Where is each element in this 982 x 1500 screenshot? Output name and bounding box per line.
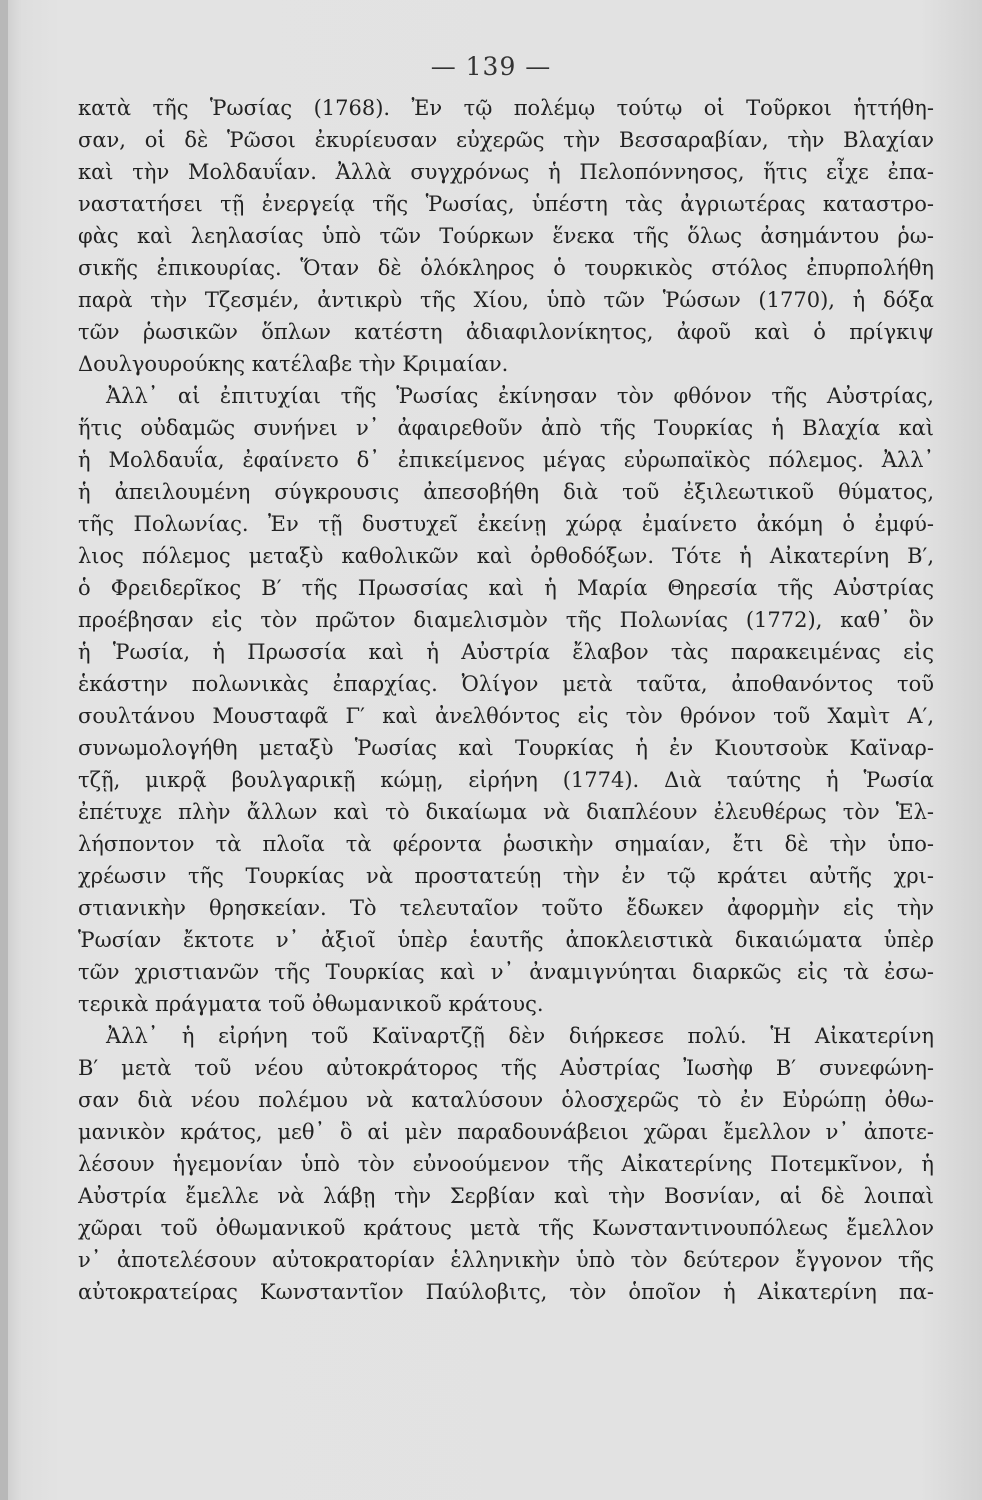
text-line: μανικὸν κράτος, μεθ᾽ ὃ αἱ μὲν παραδουνάβειοι χῶραι ἔμελλον ν᾽ ἀποτε- <box>78 1120 934 1144</box>
text-line: ἐπέτυχε πλὴν ἄλλων καὶ τὸ δικαίωμα νὰ διαπλέουν ἐλευθέρως τὸν Ἑλ- <box>78 800 934 824</box>
text-line: καὶ τὴν Μολδαυΐαν. Ἀλλὰ συγχρόνως ἡ Πελοπόννησος, ἥτις εἶχε ἐπα- <box>78 160 934 184</box>
text-line: λήσποντον τὰ πλοῖα τὰ φέροντα ῥωσικὴν σημαίαν, ἔτι δὲ τὴν ὑπο- <box>78 832 934 856</box>
text-line: ἥτις οὐδαμῶς συνήνει ν᾽ ἀφαιρεθοῦν ἀπὸ τῆς Τουρκίας ἡ Βλαχία καὶ <box>78 416 934 440</box>
text-line: ὁ Φρειδερῖκος Β′ τῆς Πρωσσίας καὶ ἡ Μαρία Θηρεσία τῆς Αὐστρίας <box>78 576 934 600</box>
text-line: χῶραι τοῦ ὀθωμανικοῦ κράτους μετὰ τῆς Κωνσταντινουπόλεως ἔμελλον <box>78 1216 934 1240</box>
text-line: κατὰ τῆς Ῥωσίας (1768). Ἐν τῷ πολέμῳ τούτῳ οἱ Τοῦρκοι ἡττήθη- <box>78 96 934 120</box>
text-line: παρὰ τὴν Τζεσμέν, ἀντικρὺ τῆς Χίου, ὑπὸ τῶν Ῥώσων (1770), ἡ δόξα <box>78 288 934 312</box>
text-line: ν᾽ ἀποτελέσουν αὐτοκρατορίαν ἑλληνικὴν ὑπὸ τὸν δεύτερον ἔγγονον τῆς <box>78 1248 934 1272</box>
page-binding-shadow <box>0 0 8 1500</box>
text-line: σουλτάνου Μουσταφᾶ Γ′ καὶ ἀνελθόντος εἰς τὸν θρόνον τοῦ Χαμὶτ Α′, <box>78 704 934 728</box>
text-line: τῶν ῥωσικῶν ὅπλων κατέστη ἀδιαφιλονίκητος, ἀφοῦ καὶ ὁ πρίγκιψ <box>78 320 934 344</box>
text-line: ἡ Ῥωσία, ἡ Πρωσσία καὶ ἡ Αὐστρία ἔλαβον τὰς παρακειμένας εἰς <box>78 640 934 664</box>
text-line: αὐτοκρατείρας Κωνσταντῖον Παύλοβιτς, τὸν ὁποῖον ἡ Αἰκατερίνη πα- <box>78 1280 934 1304</box>
text-line: τερικὰ πράγματα τοῦ ὀθωμανικοῦ κράτους. <box>78 992 544 1016</box>
text-line: ἡ Μολδαυΐα, ἐφαίνετο δ᾽ ἐπικείμενος μέγας εὐρωπαϊκὸς πόλεμος. Ἀλλ᾽ <box>78 448 934 472</box>
text-line: τῶν χριστιανῶν τῆς Τουρκίας καὶ ν᾽ ἀναμιγνύηται διαρκῶς εἰς τὰ ἐσω- <box>78 960 934 984</box>
text-line: προέβησαν εἰς τὸν πρῶτον διαμελισμὸν τῆς Πολωνίας (1772), καθ᾽ ὃν <box>78 608 934 632</box>
text-line: ἑκάστην πολωνικὰς ἐπαρχίας. Ὀλίγον μετὰ ταῦτα, ἀποθανόντος τοῦ <box>78 672 934 696</box>
text-line: σικῆς ἐπικουρίας. Ὅταν δὲ ὁλόκληρος ὁ τουρκικὸς στόλος ἐπυρπολήθη <box>78 256 934 280</box>
text-line: χρέωσιν τῆς Τουρκίας νὰ προστατεύῃ τὴν ἐν τῷ κράτει αὐτῆς χρι- <box>78 864 934 888</box>
paragraph-1 <box>78 92 934 380</box>
body-text <box>78 92 934 1308</box>
text-line: συνωμολογήθη μεταξὺ Ῥωσίας καὶ Τουρκίας ἡ ἐν Κιουτσοὺκ Καϊναρ- <box>78 736 934 760</box>
text-line: φὰς καὶ λεηλασίας ὑπὸ τῶν Τούρκων ἕνεκα τῆς ὅλως ἀσημάντου ῥω- <box>78 224 934 248</box>
text-line: σαν, οἱ δὲ Ῥῶσοι ἐκυρίευσαν εὐχερῶς τὴν Βεσσαραβίαν, τὴν Βλαχίαν <box>78 128 934 152</box>
text-line: Δουλγουρούκης κατέλαβε τὴν Κριμαίαν. <box>78 352 509 376</box>
text-line: Β′ μετὰ τοῦ νέου αὐτοκράτορος τῆς Αὐστρίας Ἰωσὴφ Β′ συνεφώνη- <box>78 1056 934 1080</box>
text-line: τῆς Πολωνίας. Ἐν τῇ δυστυχεῖ ἐκείνῃ χώρᾳ ἐμαίνετο ἀκόμη ὁ ἐμφύ- <box>78 512 934 536</box>
text-line: λέσουν ἡγεμονίαν ὑπὸ τὸν εὐνοούμενον τῆς Αἰκατερίνης Ποτεμκῖνον, ἡ <box>78 1152 934 1176</box>
text-line: σαν διὰ νέου πολέμου νὰ καταλύσουν ὁλοσχερῶς τὸ ἐν Εὐρώπῃ ὀθω- <box>78 1088 934 1112</box>
text-line: στιανικὴν θρησκείαν. Τὸ τελευταῖον τοῦτο ἔδωκεν ἀφορμὴν εἰς τὴν <box>78 896 934 920</box>
text-line: Ἀλλ᾽ αἱ ἐπιτυχίαι τῆς Ῥωσίας ἐκίνησαν τὸν φθόνον τῆς Αὐστρίας, <box>106 384 934 408</box>
page-number: — 139 — <box>430 52 552 81</box>
paragraph-2 <box>78 380 934 1020</box>
text-line: τζῇ, μικρᾷ βουλγαρικῇ κώμῃ, εἰρήνη (1774). Διὰ ταύτης ἡ Ῥωσία <box>78 768 934 792</box>
text-line: ναστατήσει τῇ ἐνεργείᾳ τῆς Ῥωσίας, ὑπέστη τὰς ἀγριωτέρας καταστρο- <box>78 192 934 216</box>
text-line: λιος πόλεμος μεταξὺ καθολικῶν καὶ ὀρθοδόξων. Τότε ἡ Αἰκατερίνη Β′, <box>78 544 934 568</box>
text-line: ἡ ἀπειλουμένη σύγκρουσις ἀπεσοβήθη διὰ τοῦ ἐξιλεωτικοῦ θύματος, <box>78 480 934 504</box>
text-line: Ῥωσίαν ἔκτοτε ν᾽ ἀξιοῖ ὑπὲρ ἑαυτῆς ἀποκλειστικὰ δικαιώματα ὑπὲρ <box>78 928 934 952</box>
text-line: Αὐστρία ἔμελλε νὰ λάβῃ τὴν Σερβίαν καὶ τὴν Βοσνίαν, αἱ δὲ λοιπαὶ <box>78 1184 934 1208</box>
paragraph-3 <box>78 1020 934 1308</box>
text-line: Ἀλλ᾽ ἡ εἰρήνη τοῦ Καϊναρτζῇ δὲν διήρκεσε πολύ. Ἡ Αἰκατερίνη <box>106 1024 934 1048</box>
